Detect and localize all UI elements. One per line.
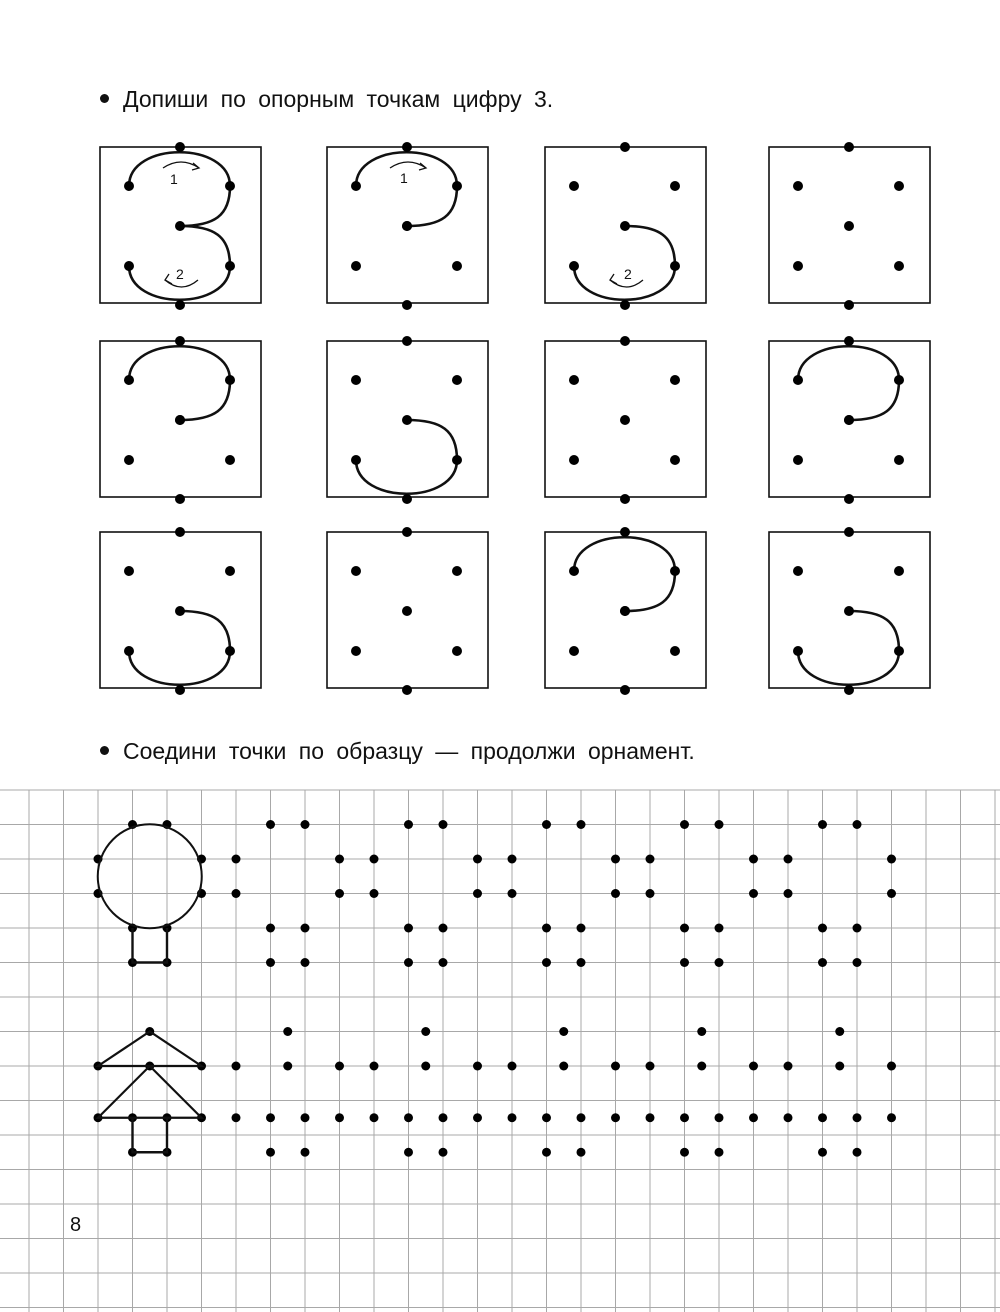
ornament-dots-tree xyxy=(646,1027,759,1157)
grid-dot xyxy=(577,1113,586,1122)
grid-dot xyxy=(784,889,793,898)
grid-dot xyxy=(680,1113,689,1122)
ornament-dots-tree xyxy=(232,1027,345,1157)
grid-dot xyxy=(508,1062,517,1071)
grid-dot xyxy=(335,855,344,864)
grid-dot xyxy=(646,1113,655,1122)
grid-dot xyxy=(835,1027,844,1036)
grid-dot xyxy=(301,1113,310,1122)
grid-dot xyxy=(887,1062,896,1071)
grid-dot xyxy=(266,958,275,967)
grid-dot xyxy=(749,1113,758,1122)
grid-dot xyxy=(370,855,379,864)
grid-dot xyxy=(439,820,448,829)
grid-dot xyxy=(439,958,448,967)
grid-dot xyxy=(784,855,793,864)
grid-dot xyxy=(283,1027,292,1036)
grid-dot xyxy=(853,820,862,829)
grid-dot xyxy=(887,1113,896,1122)
grid-dot xyxy=(749,855,758,864)
grid-dot xyxy=(887,855,896,864)
grid-dot xyxy=(335,1062,344,1071)
grid-dot xyxy=(232,1062,241,1071)
grid-dot xyxy=(266,820,275,829)
grid-dot xyxy=(680,958,689,967)
grid-dot xyxy=(577,958,586,967)
grid-dot xyxy=(784,1062,793,1071)
grid-dot xyxy=(611,1062,620,1071)
grid-dot xyxy=(715,1148,724,1157)
grid-dot xyxy=(818,924,827,933)
grid-dot xyxy=(611,1113,620,1122)
grid-dot xyxy=(715,820,724,829)
grid-dot xyxy=(439,1148,448,1157)
grid-dot xyxy=(577,820,586,829)
grid-dot xyxy=(301,820,310,829)
grid-dot xyxy=(680,820,689,829)
grid-lines xyxy=(0,790,1000,1312)
grid-dot xyxy=(715,924,724,933)
grid-dot xyxy=(680,1148,689,1157)
grid-dot xyxy=(542,1113,551,1122)
grid-dot xyxy=(335,1113,344,1122)
ornament-dots-tree xyxy=(784,1027,897,1157)
grid-dot xyxy=(232,889,241,898)
ornament-sample-tree xyxy=(94,1027,207,1157)
grid-dot xyxy=(473,1113,482,1122)
grid-dot xyxy=(853,924,862,933)
grid-dot xyxy=(853,958,862,967)
grid-dot xyxy=(508,855,517,864)
grid-dot xyxy=(715,958,724,967)
grid-dot xyxy=(232,1113,241,1122)
grid-dot xyxy=(404,1148,413,1157)
grid-dot xyxy=(697,1062,706,1071)
grid-dot xyxy=(646,889,655,898)
grid-dot xyxy=(542,924,551,933)
grid-dot xyxy=(646,1062,655,1071)
grid-dot xyxy=(473,855,482,864)
arrow-label: 1 xyxy=(400,170,408,186)
grid-dot xyxy=(301,1148,310,1157)
grid-dot xyxy=(818,820,827,829)
grid-dot xyxy=(421,1027,430,1036)
grid-dot xyxy=(611,855,620,864)
grid-dot xyxy=(301,958,310,967)
grid-dot xyxy=(266,1148,275,1157)
grid-dot xyxy=(715,1113,724,1122)
grid-dot xyxy=(749,889,758,898)
sample-tree-top xyxy=(98,1032,202,1067)
page-number: 8 xyxy=(70,1214,82,1236)
grid-dot xyxy=(818,1113,827,1122)
grid-dot xyxy=(370,1113,379,1122)
grid-dot xyxy=(853,1113,862,1122)
grid-dot xyxy=(473,1062,482,1071)
arrow-label: 1 xyxy=(170,171,178,187)
grid-dot xyxy=(404,958,413,967)
grid-dot xyxy=(301,924,310,933)
grid-dot xyxy=(370,889,379,898)
grid-dot xyxy=(680,924,689,933)
grid-dot xyxy=(818,958,827,967)
grid-dot xyxy=(784,1113,793,1122)
ornament-dots-tree xyxy=(370,1027,483,1157)
grid-dot xyxy=(749,1062,758,1071)
ornament-dots-tree xyxy=(508,1027,621,1157)
sample-circle-outline xyxy=(98,824,202,928)
grid-dot xyxy=(508,889,517,898)
task-1-text: Допиши по опорным точкам цифру 3. xyxy=(123,86,554,112)
grid-dot xyxy=(559,1062,568,1071)
grid-dot xyxy=(404,1113,413,1122)
sample-stem xyxy=(133,928,168,963)
arrow-label: 2 xyxy=(624,266,632,282)
task-2-text: Соедини точки по образцу — продолжи орнамент. xyxy=(123,738,695,764)
grid-dot xyxy=(577,924,586,933)
grid-dot xyxy=(404,820,413,829)
grid-dot xyxy=(266,924,275,933)
grid-dot xyxy=(835,1062,844,1071)
grid-dot xyxy=(887,889,896,898)
grid-dot xyxy=(335,889,344,898)
grid-dot xyxy=(542,1148,551,1157)
grid-dot xyxy=(508,1113,517,1122)
grid-dot xyxy=(542,958,551,967)
grid-dot xyxy=(577,1148,586,1157)
grid-dot xyxy=(370,1062,379,1071)
grid-dot xyxy=(559,1027,568,1036)
grid-dot xyxy=(697,1027,706,1036)
grid-dot xyxy=(421,1062,430,1071)
grid-dot xyxy=(404,924,413,933)
grid-dot xyxy=(439,924,448,933)
grid-dot xyxy=(283,1062,292,1071)
grid-dot xyxy=(439,1113,448,1122)
arrow-label: 2 xyxy=(176,266,184,282)
sample-tree-middle xyxy=(98,1066,202,1118)
grid-dot xyxy=(646,855,655,864)
grid-dot xyxy=(818,1148,827,1157)
grid-dot xyxy=(611,889,620,898)
grid-dot xyxy=(266,1113,275,1122)
grid-dot xyxy=(473,889,482,898)
grid-dot xyxy=(232,855,241,864)
grid-dot xyxy=(542,820,551,829)
grid-dot xyxy=(853,1148,862,1157)
